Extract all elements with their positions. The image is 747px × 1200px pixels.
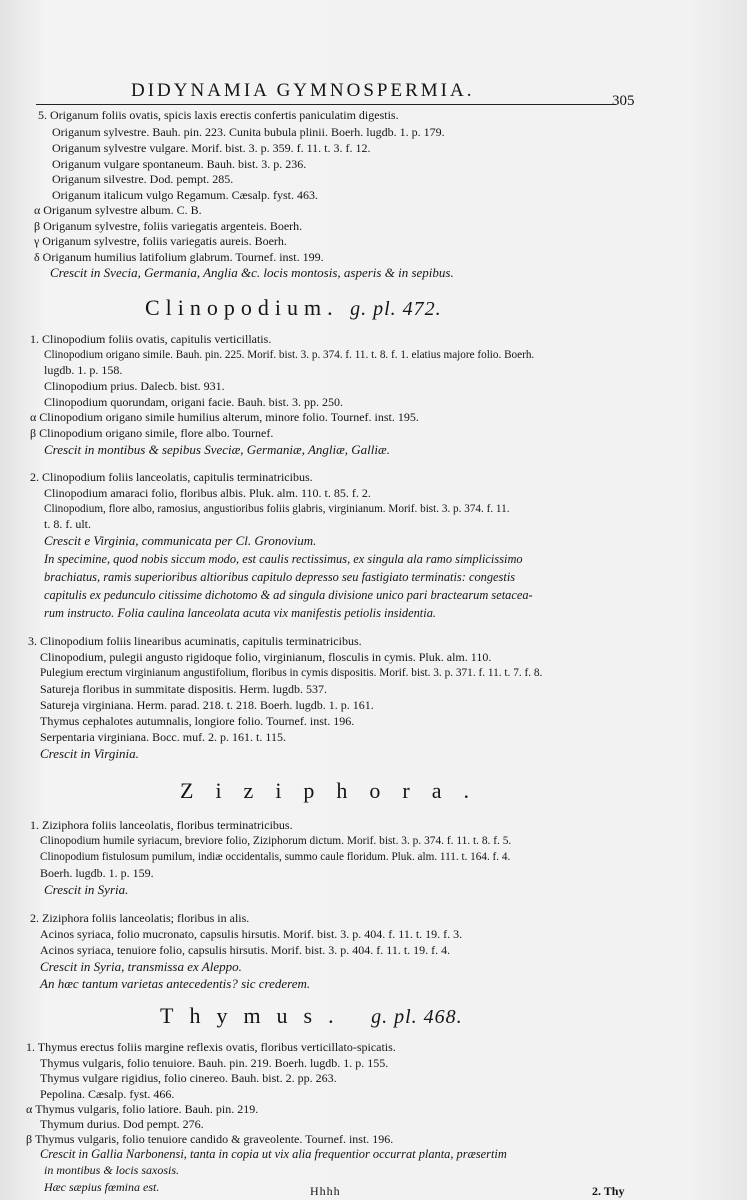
header-rule: [36, 104, 616, 105]
thymus-habitat: in montibus & locis saxosis.: [44, 1163, 180, 1177]
thymus-line: 1. Thymus erectus foliis margine reflexis ovatis, floribus verticillato-spicatis.: [26, 1040, 396, 1054]
printer-signature: Hhhh: [310, 1184, 341, 1198]
origanum-line: 5. Origanum foliis ovatis, spicis laxis erectis confertis paniculatim digestis.: [38, 108, 399, 122]
genus-heading-thymus: [160, 1003, 463, 1029]
page-number: 305: [612, 93, 635, 109]
origanum-variety: β Origanum sylvestre, foliis variegatis argenteis. Boerh.: [34, 219, 303, 233]
genus-heading-ziziphora: [180, 778, 491, 804]
clinopodium-line: Clinopodium prius. Dalecb. bist. 931.: [44, 379, 225, 393]
clinopodium-line: Thymus cephalotes autumnalis, longiore folio. Tournef. inst. 196.: [40, 714, 355, 728]
genus-reference: g. pl. 468.: [371, 1006, 463, 1028]
ziziphora-line: Clinopodium humile syriacum, breviore folio, Ziziphorum dictum. Morif. bist. 3. p. 374. f. 11. t. 8. f. 5.: [40, 835, 512, 847]
clinopodium-line: Clinopodium origano simile. Bauh. pin. 225. Morif. bist. 3. p. 374. f. 11. t. 8. f. 1. elatius majore folio. Boerh.: [44, 349, 535, 361]
clinopodium-line: 3. Clinopodium foliis linearibus acuminatis, capitulis terminatricibus.: [28, 634, 362, 648]
clinopodium-line: Clinopodium, flore albo, ramosius, angustioribus foliis glabris, virginianum. Morif. bist. 3. p. 374. f. 11.: [44, 503, 510, 515]
clinopodium-description: brachiatus, ramis superioribus altioribus capitulo depresso seu fastigiato terminatis: congestis: [44, 570, 516, 584]
ziziphora-line: Acinos syriaca, tenuiore folio, capsulis hirsutis. Morif. bist. 3. p. 404. f. 11. t. 19. f. 4.: [40, 943, 451, 957]
thymus-variety: β Thymus vulgaris, folio tenuiore candido & graveolente. Tournef. inst. 196.: [26, 1132, 394, 1146]
clinopodium-description: rum instructo. Folia caulina lanceolata acuta vix manifestis petiolis insidentia.: [44, 606, 436, 620]
clinopodium-line: t. 8. f. ult.: [44, 517, 91, 531]
ziziphora-line: 2. Ziziphora foliis lanceolatis; floribus in alis.: [30, 911, 250, 925]
thymus-habitat: Crescit in Gallia Narbonensi, tanta in copia ut vix alia frequentior occurrat planta, præsertim: [40, 1147, 507, 1161]
origanum-line: Origanum sylvestre vulgare. Morif. bist. 3. p. 359. f. 11. t. 3. f. 12.: [52, 141, 371, 155]
clinopodium-variety: α Clinopodium origano simile humilius alterum, minore folio. Tournef. inst. 195.: [30, 410, 419, 424]
clinopodium-variety: β Clinopodium origano simile, flore albo. Tournef.: [30, 426, 274, 440]
thymus-line: Thymum durius. Dod pempt. 276.: [40, 1117, 204, 1131]
clinopodium-line: Satureja floribus in summitate dispositis. Herm. lugdb. 537.: [40, 682, 327, 696]
ziziphora-line: Clinopodium fistulosum pumilum, indiæ occidentalis, summo caule floridum. Pluk. alm. 111. t. 164. f. 4.: [40, 851, 511, 863]
clinopodium-description: capitulis ex pedunculo citissime dichotomo & ad singula divisione unico pari bractearum setacea-: [44, 588, 533, 602]
ziziphora-line: 1. Ziziphora foliis lanceolatis, floribus terminatricibus.: [30, 818, 293, 832]
ziziphora-note: An hæc tantum varietas antecedentis? sic crederem.: [40, 976, 311, 991]
genus-reference: g. pl. 472.: [350, 298, 442, 320]
clinopodium-habitat: Crescit e Virginia, communicata per Cl. Gronovium.: [44, 533, 317, 548]
ziziphora-habitat: Crescit in Syria.: [44, 882, 129, 897]
clinopodium-description: In specimine, quod nobis siccum modo, est caulis rectissimus, ex singula ala ramo simplicissimo: [44, 552, 523, 566]
ziziphora-habitat: Crescit in Syria, transmissa ex Aleppo.: [40, 959, 242, 974]
clinopodium-habitat: Crescit in montibus & sepibus Sveciæ, Germaniæ, Angliæ, Galliæ.: [44, 442, 390, 457]
origanum-habitat: Crescit in Svecia, Germania, Anglia &c. locis montosis, asperis & in sepibus.: [50, 265, 454, 280]
running-header: [36, 80, 616, 110]
genus-heading-clinopodium: [145, 295, 442, 321]
genus-name: Clinopodium.: [145, 295, 339, 320]
clinopodium-line: Clinopodium amaraci folio, floribus albis. Pluk. alm. 110. t. 85. f. 2.: [44, 486, 371, 500]
ziziphora-line: Acinos syriaca, folio mucronato, capsulis hirsutis. Morif. bist. 3. p. 404. f. 11. t. 19. f. 3.: [40, 927, 463, 941]
origanum-line: Origanum vulgare spontaneum. Bauh. bist. 3. p. 236.: [52, 157, 307, 171]
clinopodium-habitat: Crescit in Virginia.: [40, 746, 139, 761]
origanum-line: Origanum sylvestre. Bauh. pin. 223. Cunita bubula plinii. Boerh. lugdb. 1. p. 179.: [52, 125, 445, 139]
header-title: DIDYNAMIA GYMNOSPERMIA.: [131, 80, 475, 101]
clinopodium-line: Pulegium erectum virginianum angustifolium, floribus in cymis dispositis. Morif. bist. 3. p. 371. f. 11. t. 7. f. 8.: [40, 667, 543, 679]
thymus-line: Thymus vulgaris, folio tenuiore. Bauh. pin. 219. Boerh. lugdb. 1. p. 155.: [40, 1056, 389, 1070]
ziziphora-line: Boerh. lugdb. 1. p. 159.: [40, 866, 154, 880]
clinopodium-line: Clinopodium quorundam, origani facie. Bauh. bist. 3. pp. 250.: [44, 395, 343, 409]
origanum-variety: δ Origanum humilius latifolium glabrum. Tournef. inst. 199.: [34, 250, 324, 264]
origanum-line: Origanum silvestre. Dod. pempt. 285.: [52, 172, 234, 186]
thymus-line: Thymus vulgare rigidius, folio cinereo. Bauh. bist. 2. pp. 263.: [40, 1071, 337, 1085]
origanum-line: Origanum italicum vulgo Regamum. Cæsalp. fyst. 463.: [52, 188, 318, 202]
catchword: 2. Thy: [592, 1184, 625, 1198]
genus-name: Ziziphora.: [180, 778, 492, 803]
thymus-variety: α Thymus vulgaris, folio latiore. Bauh. pin. 219.: [26, 1102, 259, 1116]
clinopodium-line: Serpentaria virginiana. Bocc. muf. 2. p. 161. t. 115.: [40, 730, 286, 744]
origanum-variety: γ Origanum sylvestre, foliis variegatis aureis. Boerh.: [34, 234, 287, 248]
genus-name: Thymus.: [160, 1003, 350, 1028]
clinopodium-line: 1. Clinopodium foliis ovatis, capitulis verticillatis.: [30, 332, 272, 346]
thymus-note: Hæc sæpius fœmina est.: [44, 1180, 160, 1194]
origanum-variety: α Origanum sylvestre album. C. B.: [34, 203, 202, 217]
clinopodium-line: Clinopodium, pulegii angusto rigidoque folio, virginianum, flosculis in cymis. Pluk. alm. 110.: [40, 650, 492, 664]
thymus-line: Pepolina. Cæsalp. fyst. 466.: [40, 1087, 175, 1101]
clinopodium-line: Satureja virginiana. Herm. parad. 218. t. 218. Boerh. lugdb. 1. p. 161.: [40, 698, 374, 712]
clinopodium-line: 2. Clinopodium foliis lanceolatis, capitulis terminatricibus.: [30, 470, 313, 484]
clinopodium-line: lugdb. 1. p. 158.: [44, 363, 123, 377]
